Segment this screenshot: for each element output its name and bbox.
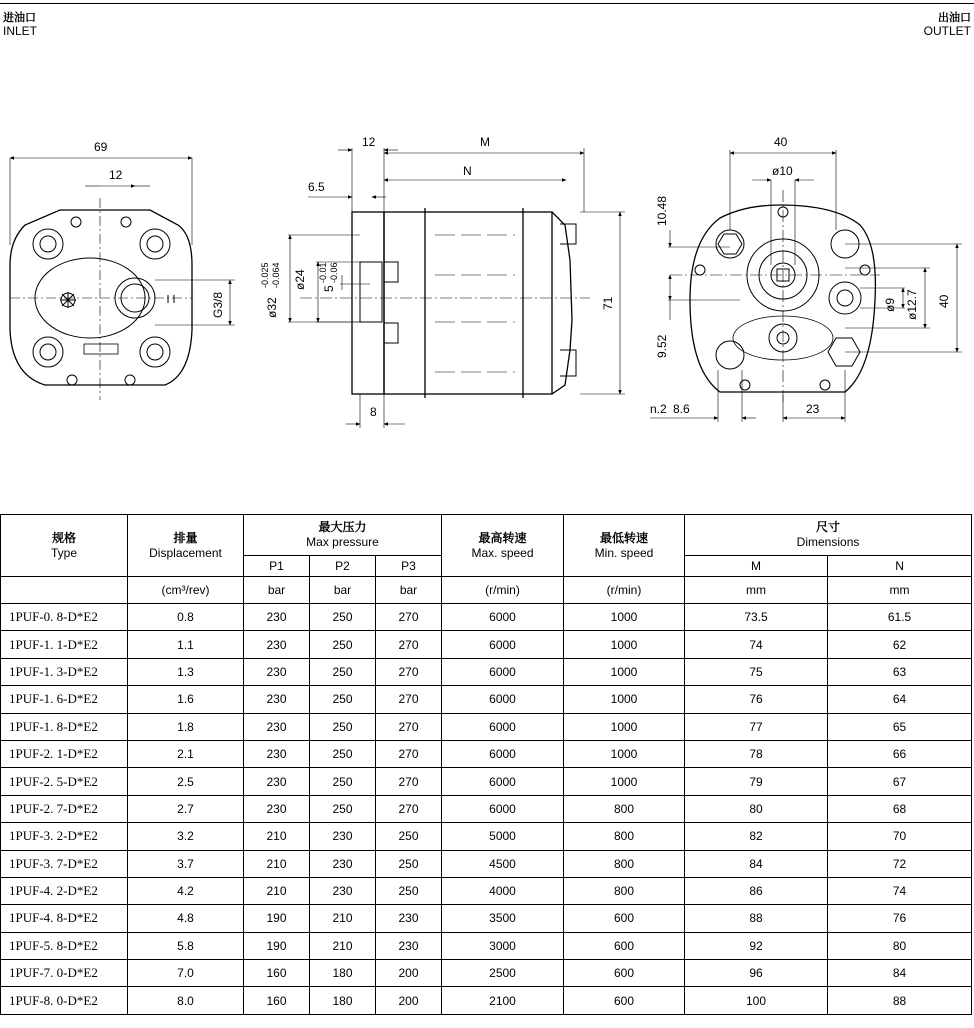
cell-displacement: 2.5 (128, 768, 244, 795)
cell-p3: 250 (376, 823, 442, 850)
top-border-line (0, 3, 974, 4)
table-row (1, 686, 972, 713)
cell-p2: 250 (310, 713, 376, 740)
cell-model: 1PUF-4. 8-D*E2 (1, 905, 128, 932)
cell-p3: 270 (376, 768, 442, 795)
cell-model: 1PUF-2. 7-D*E2 (1, 795, 128, 822)
cell-model: 1PUF-5. 8-D*E2 (1, 932, 128, 959)
dim-side-12: 12 (362, 135, 376, 149)
header-m: M (685, 556, 828, 577)
dim-rear-40-side: 40 (937, 294, 951, 308)
table-row (1, 905, 972, 932)
header-type-cn: 规格 (51, 530, 76, 545)
cell-displacement: 5.8 (128, 932, 244, 959)
cell-dim-m: 74 (685, 631, 828, 658)
unit-m: mm (685, 577, 828, 604)
cell-dim-m: 88 (685, 905, 828, 932)
cell-displacement: 2.7 (128, 795, 244, 822)
cell-displacement: 4.8 (128, 905, 244, 932)
dim-side-d32-tol-dn: -0.064 (271, 262, 281, 288)
cell-max-speed: 6000 (442, 686, 564, 713)
cell-model: 1PUF-1. 6-D*E2 (1, 686, 128, 713)
cell-min-speed: 600 (564, 905, 685, 932)
cell-p1: 210 (244, 850, 310, 877)
technical-drawing (0, 110, 974, 430)
cell-dim-m: 80 (685, 795, 828, 822)
cell-p3: 250 (376, 850, 442, 877)
dim-side-5-tol-up: -0.01 (318, 262, 328, 283)
cell-p1: 230 (244, 740, 310, 767)
side-view (288, 148, 625, 428)
cell-p3: 270 (376, 604, 442, 631)
table-row (1, 631, 972, 658)
cell-p1: 230 (244, 658, 310, 685)
cell-model: 1PUF-0. 8-D*E2 (1, 604, 128, 631)
header-disp-en: Displacement (149, 545, 222, 560)
cell-dim-n: 80 (828, 932, 972, 959)
cell-p3: 270 (376, 795, 442, 822)
table-row (1, 850, 972, 877)
header-mins-en: Min. speed (594, 545, 654, 560)
table-row (1, 877, 972, 904)
inlet-label-en: INLET (3, 24, 38, 38)
dim-width-69: 69 (94, 140, 108, 154)
cell-displacement: 1.8 (128, 713, 244, 740)
dim-rear-d9: ø9 (883, 297, 897, 312)
cell-model: 1PUF-7. 0-D*E2 (1, 960, 128, 987)
cell-dim-n: 67 (828, 768, 972, 795)
cell-model: 1PUF-2. 1-D*E2 (1, 740, 128, 767)
cell-p3: 270 (376, 686, 442, 713)
cell-min-speed: 1000 (564, 686, 685, 713)
cell-p2: 180 (310, 987, 376, 1014)
cell-p1: 230 (244, 604, 310, 631)
cell-dim-n: 61.5 (828, 604, 972, 631)
header-p1: P1 (244, 556, 310, 577)
cell-min-speed: 1000 (564, 713, 685, 740)
cell-dim-n: 66 (828, 740, 972, 767)
header-press-en: Max pressure (306, 535, 379, 549)
cell-min-speed: 600 (564, 960, 685, 987)
cell-p2: 250 (310, 686, 376, 713)
table-row (1, 987, 972, 1014)
cell-dim-m: 77 (685, 713, 828, 740)
cell-dim-m: 100 (685, 987, 828, 1014)
inlet-label (3, 12, 37, 38)
dim-side-5-tol-dn: -0.06 (329, 262, 339, 283)
cell-p3: 270 (376, 631, 442, 658)
cell-displacement: 3.7 (128, 850, 244, 877)
cell-p3: 270 (376, 740, 442, 767)
cell-dim-n: 62 (828, 631, 972, 658)
cell-p2: 230 (310, 877, 376, 904)
cell-p2: 230 (310, 850, 376, 877)
cell-max-speed: 6000 (442, 631, 564, 658)
table-row (1, 604, 972, 631)
header-max-pressure (244, 515, 442, 556)
cell-displacement: 7.0 (128, 960, 244, 987)
cell-p2: 250 (310, 768, 376, 795)
front-view (10, 158, 235, 400)
cell-p1: 230 (244, 631, 310, 658)
cell-min-speed: 1000 (564, 740, 685, 767)
cell-dim-n: 74 (828, 877, 972, 904)
cell-max-speed: 6000 (442, 768, 564, 795)
cell-dim-n: 76 (828, 905, 972, 932)
cell-p1: 230 (244, 713, 310, 740)
header-disp-cn: 排量 (173, 530, 198, 545)
cell-dim-n: 88 (828, 987, 972, 1014)
dim-rear-10-48: 10.48 (655, 195, 669, 226)
cell-displacement: 1.6 (128, 686, 244, 713)
header-press-cn: 最大压力 (318, 520, 367, 534)
cell-dim-n: 64 (828, 686, 972, 713)
dim-rear-23: 23 (806, 402, 820, 416)
cell-model: 1PUF-8. 0-D*E2 (1, 987, 128, 1014)
cell-dim-m: 82 (685, 823, 828, 850)
dim-offset-12: 12 (109, 168, 123, 182)
cell-p1: 230 (244, 686, 310, 713)
cell-p2: 210 (310, 932, 376, 959)
unit-displacement: (cm³/rev) (128, 577, 244, 604)
cell-min-speed: 1000 (564, 631, 685, 658)
cell-min-speed: 1000 (564, 604, 685, 631)
dim-side-n: N (463, 164, 472, 178)
inlet-label-cn: 进油口 (3, 12, 36, 24)
unit-p1: bar (244, 577, 310, 604)
header-max-speed (442, 515, 564, 577)
cell-max-speed: 3000 (442, 932, 564, 959)
dim-side-71: 71 (601, 296, 615, 310)
cell-displacement: 8.0 (128, 987, 244, 1014)
cell-p3: 270 (376, 658, 442, 685)
cell-dim-n: 68 (828, 795, 972, 822)
unit-p2: bar (310, 577, 376, 604)
header-type-en: Type (50, 545, 77, 560)
cell-model: 1PUF-4. 2-D*E2 (1, 877, 128, 904)
cell-max-speed: 2100 (442, 987, 564, 1014)
cell-model: 1PUF-3. 2-D*E2 (1, 823, 128, 850)
cell-min-speed: 800 (564, 823, 685, 850)
cell-max-speed: 6000 (442, 604, 564, 631)
cell-dim-n: 72 (828, 850, 972, 877)
header-p3: P3 (376, 556, 442, 577)
dim-rear-n2: n.2 (650, 402, 667, 416)
cell-dim-n: 65 (828, 713, 972, 740)
cell-p1: 160 (244, 960, 310, 987)
cell-model: 1PUF-3. 7-D*E2 (1, 850, 128, 877)
cell-max-speed: 6000 (442, 713, 564, 740)
cell-p3: 270 (376, 713, 442, 740)
cell-p3: 230 (376, 905, 442, 932)
header-dim-cn: 尺寸 (816, 520, 841, 534)
cell-p1: 160 (244, 987, 310, 1014)
outlet-label (924, 12, 971, 38)
dim-side-d32: ø32 (265, 297, 279, 318)
cell-max-speed: 2500 (442, 960, 564, 987)
cell-p1: 210 (244, 823, 310, 850)
cell-max-speed: 3500 (442, 905, 564, 932)
cell-min-speed: 600 (564, 987, 685, 1014)
unit-max-speed: (r/min) (442, 577, 564, 604)
cell-p1: 230 (244, 795, 310, 822)
header-maxs-cn: 最高转速 (478, 530, 527, 545)
cell-displacement: 3.2 (128, 823, 244, 850)
cell-dim-m: 84 (685, 850, 828, 877)
header-n: N (828, 556, 972, 577)
header-min-speed (564, 515, 685, 577)
header-dim-en: Dimensions (796, 535, 860, 549)
cell-dim-m: 92 (685, 932, 828, 959)
dim-side-m: M (480, 135, 490, 149)
table-row (1, 795, 972, 822)
cell-p2: 250 (310, 631, 376, 658)
cell-p3: 200 (376, 987, 442, 1014)
dim-side-d32-tol-up: -0.025 (260, 262, 270, 288)
cell-model: 1PUF-2. 5-D*E2 (1, 768, 128, 795)
unit-p3: bar (376, 577, 442, 604)
cell-dim-m: 73.5 (685, 604, 828, 631)
dim-side-d24: ø24 (293, 269, 307, 290)
cell-max-speed: 6000 (442, 658, 564, 685)
cell-p2: 250 (310, 740, 376, 767)
dim-side-5: 5 (322, 285, 336, 292)
cell-p1: 190 (244, 932, 310, 959)
cell-displacement: 4.2 (128, 877, 244, 904)
header-maxs-en: Max. speed (471, 545, 534, 560)
table-row (1, 740, 972, 767)
cell-p2: 180 (310, 960, 376, 987)
header-p2: P2 (310, 556, 376, 577)
header-dimensions (685, 515, 972, 556)
cell-max-speed: 4500 (442, 850, 564, 877)
cell-p2: 250 (310, 658, 376, 685)
dim-rear-d10: ø10 (772, 164, 793, 178)
cell-max-speed: 4000 (442, 877, 564, 904)
cell-dim-n: 84 (828, 960, 972, 987)
cell-min-speed: 800 (564, 795, 685, 822)
unit-type (1, 577, 128, 604)
cell-model: 1PUF-1. 8-D*E2 (1, 713, 128, 740)
table-row (1, 658, 972, 685)
cell-displacement: 2.1 (128, 740, 244, 767)
table-row (1, 713, 972, 740)
cell-dim-m: 75 (685, 658, 828, 685)
cell-dim-m: 79 (685, 768, 828, 795)
dim-rear-9-52: 9.52 (655, 334, 669, 358)
cell-displacement: 0.8 (128, 604, 244, 631)
table-row (1, 823, 972, 850)
rear-view (650, 150, 962, 422)
cell-min-speed: 600 (564, 932, 685, 959)
cell-p3: 250 (376, 877, 442, 904)
cell-p1: 230 (244, 768, 310, 795)
cell-p3: 200 (376, 960, 442, 987)
cell-max-speed: 6000 (442, 740, 564, 767)
unit-n: mm (828, 577, 972, 604)
dim-rear-8-6: 8.6 (673, 402, 690, 416)
cell-dim-n: 63 (828, 658, 972, 685)
dim-rear-40-top: 40 (774, 135, 788, 149)
dim-side-8: 8 (370, 405, 377, 419)
cell-displacement: 1.3 (128, 658, 244, 685)
cell-p1: 190 (244, 905, 310, 932)
cell-min-speed: 1000 (564, 658, 685, 685)
cell-p2: 210 (310, 905, 376, 932)
cell-p1: 210 (244, 877, 310, 904)
cell-dim-n: 70 (828, 823, 972, 850)
spec-table (0, 514, 972, 1015)
cell-displacement: 1.1 (128, 631, 244, 658)
table-row (1, 768, 972, 795)
dim-side-6-5: 6.5 (308, 180, 325, 194)
header-type (1, 515, 128, 577)
cell-dim-m: 78 (685, 740, 828, 767)
header-mins-cn: 最低转速 (600, 530, 649, 545)
cell-min-speed: 800 (564, 850, 685, 877)
cell-dim-m: 76 (685, 686, 828, 713)
cell-min-speed: 800 (564, 877, 685, 904)
cell-p2: 250 (310, 795, 376, 822)
dim-rear-d12-7: ø12.7 (905, 289, 919, 320)
cell-model: 1PUF-1. 1-D*E2 (1, 631, 128, 658)
dim-port-g38: G3/8 (211, 291, 225, 318)
cell-p2: 250 (310, 604, 376, 631)
cell-dim-m: 96 (685, 960, 828, 987)
unit-min-speed: (r/min) (564, 577, 685, 604)
table-row (1, 932, 972, 959)
outlet-label-en: OUTLET (923, 24, 971, 38)
cell-max-speed: 6000 (442, 795, 564, 822)
cell-dim-m: 86 (685, 877, 828, 904)
header-displacement (128, 515, 244, 577)
table-row (1, 960, 972, 987)
cell-min-speed: 1000 (564, 768, 685, 795)
cell-max-speed: 5000 (442, 823, 564, 850)
cell-p3: 230 (376, 932, 442, 959)
cell-p2: 230 (310, 823, 376, 850)
outlet-label-cn: 出油口 (938, 12, 971, 24)
cell-model: 1PUF-1. 3-D*E2 (1, 658, 128, 685)
